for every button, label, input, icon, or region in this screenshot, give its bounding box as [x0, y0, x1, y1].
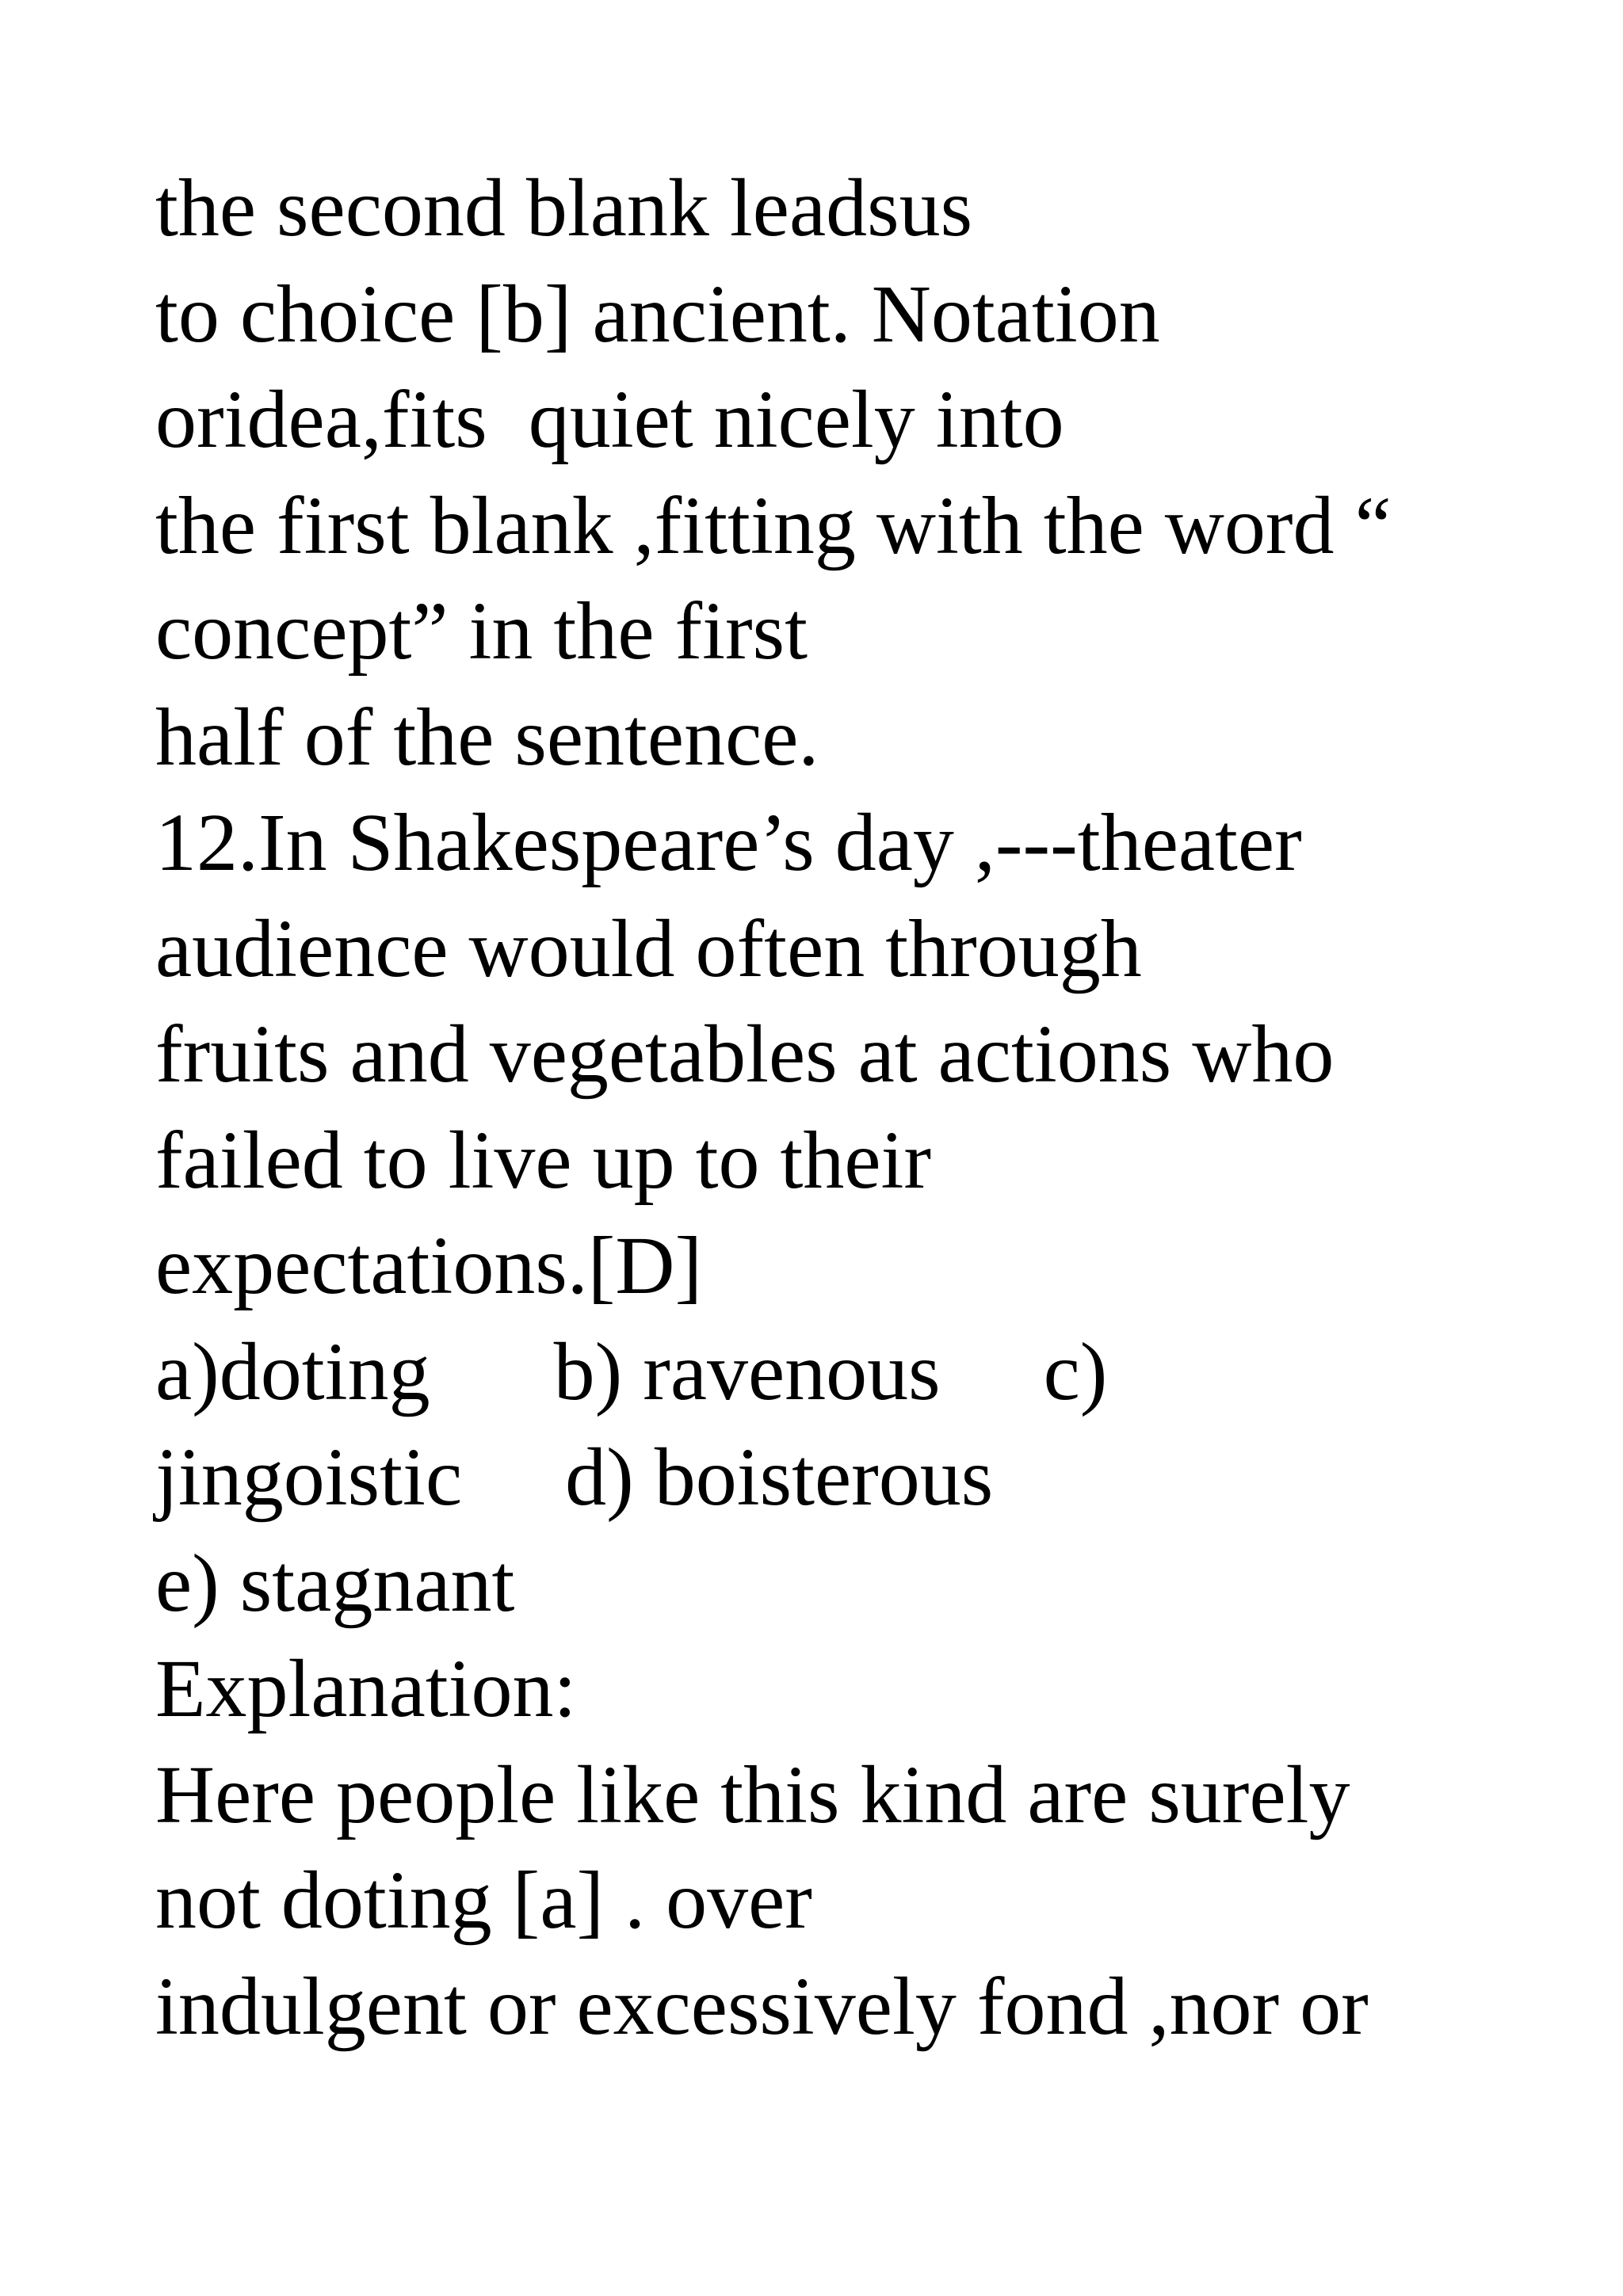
- question-line: failed to live up to their: [155, 1114, 932, 1206]
- explanation-line: not doting [a] . over: [155, 1855, 812, 1946]
- explanation-line: indulgent or excessively fond ,nor or: [155, 1960, 1369, 2052]
- text-line: to choice [b] ancient. Notation: [155, 268, 1160, 360]
- text-line: the first blank ,fitting with the word “: [155, 479, 1392, 571]
- document-text: [155, 155, 1582, 2059]
- text-line: the second blank leadsus: [155, 162, 973, 254]
- answer-line: expectations.[D]: [155, 1220, 703, 1311]
- question-line: audience would often through: [155, 902, 1142, 994]
- question-line: fruits and vegetables at actions who: [155, 1009, 1335, 1100]
- text-line: oridea,fits quiet nicely into: [155, 374, 1064, 465]
- options-line: e) stagnant: [155, 1537, 515, 1629]
- question-line: 12.In Shakespeare’s day ,---theater: [155, 797, 1302, 888]
- explanation-line: Here people like this kind are surely: [155, 1749, 1350, 1840]
- text-line: concept” in the first: [155, 585, 808, 677]
- text-line: half of the sentence.: [155, 691, 819, 783]
- options-line: a)doting b) ravenous c): [155, 1325, 1108, 1417]
- explanation-heading: Explanation:: [155, 1643, 577, 1734]
- options-line: jingoistic d) boisterous: [155, 1432, 994, 1523]
